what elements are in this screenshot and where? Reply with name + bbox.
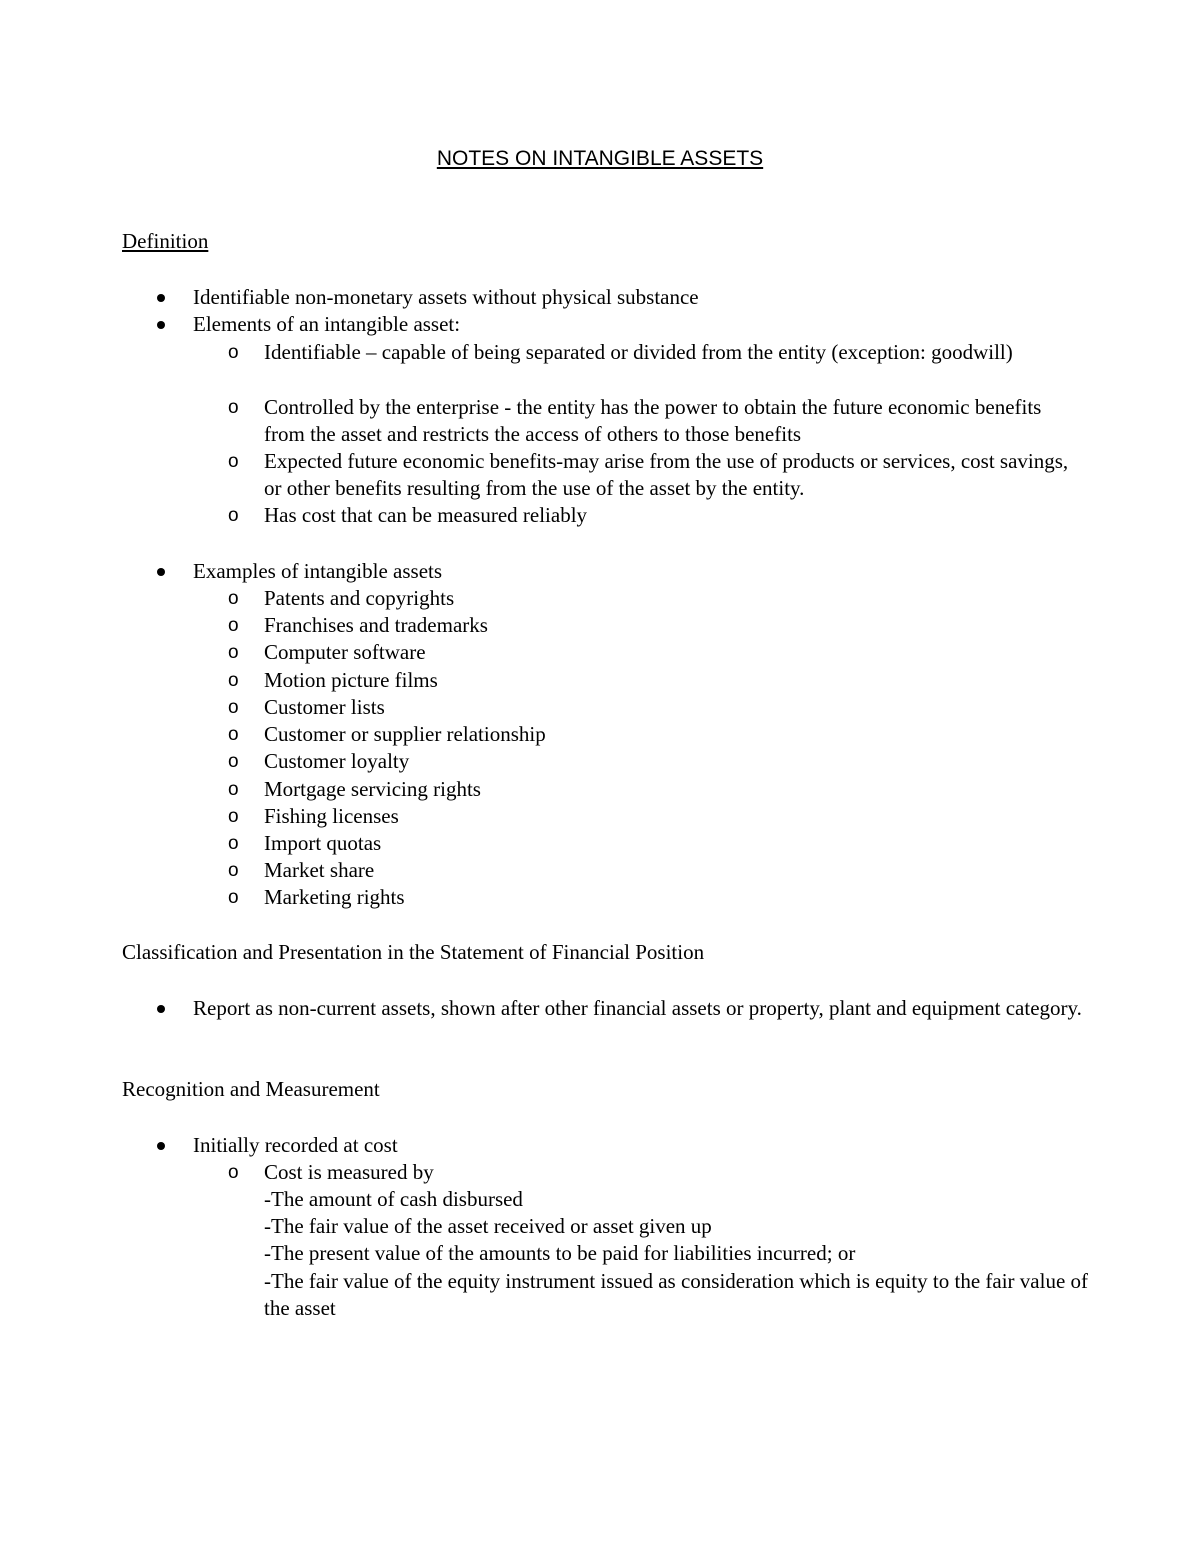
list-item-text: Identifiable non-monetary assets without physical substance [193,285,699,309]
circle-bullet-icon: o [228,887,239,908]
list-item-text: Expected future economic benefits-may arise from the use of products or services, cost savings, or other benefits resulting from the use of the asset by the entity. [264,449,1069,500]
list-item [193,995,1083,1022]
list-item [228,748,1084,775]
list-item [228,394,1084,448]
bullet-icon [157,1142,165,1150]
list-item [193,311,1083,338]
list-item [228,1159,1084,1186]
list-item [228,776,1084,803]
list-item-text: Fishing licenses [264,804,399,828]
list-item [228,502,1084,529]
list-item [228,694,1084,721]
list-item [228,639,1084,666]
list-item [228,721,1084,748]
circle-bullet-icon: o [228,397,239,418]
circle-bullet-icon: o [228,615,239,636]
list-item [228,448,1084,502]
list-item [228,612,1084,639]
list-item-text: Import quotas [264,831,382,855]
circle-bullet-icon: o [228,724,239,745]
bullet-icon [157,294,165,302]
list-item [228,803,1084,830]
list-item [228,884,1084,911]
circle-bullet-icon: o [228,342,239,363]
list-item-text: Elements of an intangible asset: [193,312,461,336]
list-item-text: Motion picture films [264,668,438,692]
circle-bullet-icon: o [228,451,239,472]
circle-bullet-icon: o [228,505,239,526]
list-item-text: Market share [264,858,375,882]
list-item-text: Marketing rights [264,885,405,909]
circle-bullet-icon: o [228,588,239,609]
classification-heading: Classification and Presentation in the Statement of Financial Position [122,940,705,964]
cost-measure-line: -The amount of cash disbursed [264,1187,523,1211]
list-item [193,284,1083,311]
circle-bullet-icon: o [228,779,239,800]
bullet-icon [157,568,165,576]
circle-bullet-icon: o [228,697,239,718]
list-item-text: Patents and copyrights [264,586,455,610]
circle-bullet-icon: o [228,833,239,854]
circle-bullet-icon: o [228,1162,239,1183]
list-item-text: Mortgage servicing rights [264,777,481,801]
circle-bullet-icon: o [228,806,239,827]
cost-measure-line: -The present value of the amounts to be paid for liabilities incurred; or [264,1241,856,1265]
circle-bullet-icon: o [228,670,239,691]
list-item [193,558,1083,585]
list-item [228,339,1084,366]
list-item [228,830,1084,857]
list-item [228,857,1084,884]
recognition-heading: Recognition and Measurement [122,1077,380,1101]
definition-heading: Definition [122,229,209,253]
list-item-text: Customer loyalty [264,749,410,773]
list-item [228,667,1084,694]
list-item [228,585,1084,612]
list-item-text: Report as non-current assets, shown after other financial assets or property, plant and equipment category. [193,996,1082,1020]
list-item-text: Controlled by the enterprise - the entity has the power to obtain the future economic benefits from the asset and restricts the access of others to those benefits [264,395,1042,446]
page-title: NOTES ON INTANGIBLE ASSETS [436,147,764,170]
list-item [193,1132,1083,1159]
list-item-text: Franchises and trademarks [264,613,488,637]
cost-measure-line: -The fair value of the asset received or asset given up [264,1214,712,1238]
list-item-text: Initially recorded at cost [193,1133,398,1157]
list-item-text: Has cost that can be measured reliably [264,503,588,527]
list-item-text: Customer or supplier relationship [264,722,546,746]
circle-bullet-icon: o [228,751,239,772]
circle-bullet-icon: o [228,642,239,663]
cost-measure-line: -The fair value of the equity instrument issued as consideration which is equity to the fair value of the asset [264,1269,1089,1320]
bullet-icon [157,321,165,329]
bullet-icon [157,1005,165,1013]
list-item-text: Identifiable – capable of being separated or divided from the entity (exception: goodwill) [264,340,1013,364]
list-item-text: Customer lists [264,695,385,719]
list-item-text: Cost is measured by [264,1160,434,1184]
circle-bullet-icon: o [228,860,239,881]
list-item-text: Computer software [264,640,426,664]
list-item-text: Examples of intangible assets [193,559,443,583]
